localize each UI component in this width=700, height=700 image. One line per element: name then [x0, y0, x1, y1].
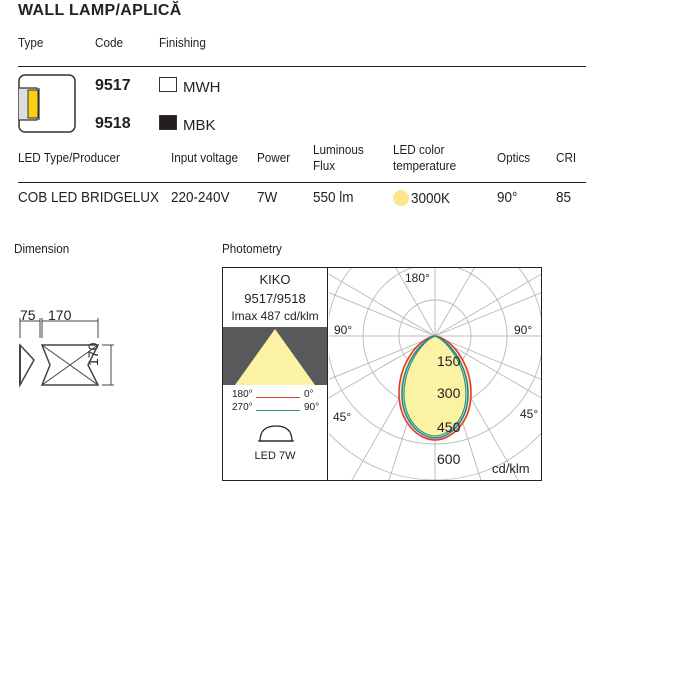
power-value: 7W: [257, 189, 278, 206]
legend-line-green: [256, 410, 300, 411]
optics-header: Optics: [497, 150, 531, 165]
dimension-label: Dimension: [14, 241, 70, 256]
legend-a-right: 0°: [304, 389, 314, 400]
legend-line-red: [256, 397, 300, 398]
photometry-codes: 9517/9518: [244, 291, 306, 306]
legend-a-left: 180°: [232, 389, 253, 400]
type-header: Type: [18, 35, 44, 50]
polar-label-90-right: 90°: [514, 323, 533, 337]
dimension-depth: 75: [20, 307, 36, 323]
led-type-value: COB LED BRIDGELUX: [18, 189, 160, 206]
color-temp-header-line2: temperature: [393, 158, 457, 173]
code-header: Code: [95, 35, 123, 50]
finishing-header: Finishing: [159, 35, 206, 50]
cri-value: 85: [556, 189, 572, 206]
dimension-width: 170: [48, 307, 72, 323]
polar-unit: cd/klm: [492, 461, 530, 476]
color-temp-dot: [393, 190, 409, 206]
polar-radius-150: 150: [437, 353, 461, 369]
luminous-flux-header-line1: Luminous: [313, 142, 364, 157]
dimension-height: 170: [85, 342, 101, 366]
lamp-dome-icon: [257, 423, 295, 445]
optics-value: 90°: [497, 189, 518, 206]
led-type-header: LED Type/Producer: [18, 150, 120, 165]
polar-label-180: 180°: [405, 271, 430, 285]
variant-finishing: MBK: [183, 117, 216, 134]
cri-header: CRI: [556, 150, 577, 165]
photometry-imax: Imax 487 cd/klm: [231, 309, 319, 323]
finish-swatch-white: [159, 77, 177, 92]
wall-lamp-icon: [17, 74, 77, 134]
polar-diagram: [329, 268, 541, 480]
spec-divider: [18, 182, 586, 183]
page-title: WALL LAMP/APLICĂ: [18, 2, 182, 19]
photometry-label: Photometry: [222, 241, 282, 256]
input-voltage-value: 220-240V: [171, 189, 230, 206]
variant-code: 9518: [95, 115, 131, 132]
lamp-label: LED 7W: [254, 450, 296, 462]
photometry-model: KIKO: [259, 272, 291, 287]
header-divider: [18, 66, 586, 67]
finish-swatch-black: [159, 115, 177, 130]
input-voltage-header: Input voltage: [171, 150, 239, 165]
luminous-flux-header-line2: Flux: [313, 158, 336, 173]
luminous-flux-value: 550 lm: [313, 189, 354, 206]
polar-radius-300: 300: [437, 385, 461, 401]
polar-label-45-left: 45°: [333, 410, 352, 424]
legend-b-left: 270°: [232, 402, 253, 413]
polar-label-45-right: 45°: [520, 407, 539, 421]
color-temp-header-line1: LED color: [393, 142, 445, 157]
color-temp-value: 3000K: [411, 190, 451, 207]
polar-radius-450: 450: [437, 419, 461, 435]
polar-label-90-left: 90°: [334, 323, 353, 337]
variant-code: 9517: [95, 77, 131, 94]
variant-finishing: MWH: [183, 79, 221, 96]
dimension-drawing: [14, 318, 116, 390]
legend-b-right: 90°: [304, 402, 320, 413]
polar-radius-600: 600: [437, 451, 461, 467]
power-header: Power: [257, 150, 291, 165]
beam-graphic: [223, 327, 327, 385]
